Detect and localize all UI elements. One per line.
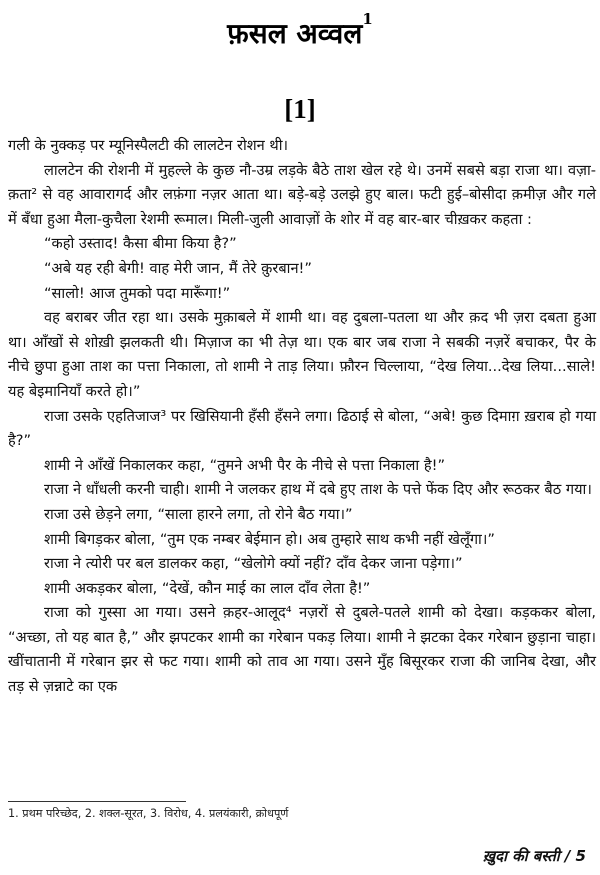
paragraph-1: गली के नुक्कड़ पर म्यूनिस्पैलटी की लालटेन रोशन थी। (8, 137, 289, 154)
footnote-divider (8, 801, 186, 802)
paragraph-10: राजा उसे छेड़ने लगा, “साला हारने लगा, तो रोने बैठ गया।” (44, 505, 353, 523)
paragraph-7: राजा उसके एहतिजाज³ पर खिसियानी हँसी हँसने लगा। ढिठाई से बोला, “अबे! कुछ दिमाग़ ख़राब हो गया है?” (8, 407, 596, 450)
paragraph-11: शामी बिगड़कर बोला, “तुम एक नम्बर बेईमान हो। अब तुम्हारे साथ कभी नहीं खेलूँगा।” (44, 530, 495, 548)
paragraph-8: शामी ने आँखें निकालकर कहा, “तुमने अभी पैर के नीचे से पत्ता निकाला है!” (44, 456, 446, 474)
paragraph-3: “कहो उस्ताद! कैसा बीमा किया है?” (44, 235, 237, 253)
paragraph-13: शामी अकड़कर बोला, “देखें, कौन माई का लाल दाँव लेता है!” (44, 579, 371, 597)
paragraph-2: लालटेन की रोशनी में मुहल्ले के कुछ नौ-उम्र लड़के बैठे ताश खेल रहे थे। उनमें सबसे बड़ा राजा था। वज़ा-क़ता² से वह आवारागर्द और लफ़ंगा नज़र आता था। बड़े-बड़े उलझे हुए बाल। फटी हुई–बोसीदा क़मीज़ और गले में बँधा हुआ मैला-कुचैला रेशमी रूमाल। मिली-जुली आवाज़ों के शोर में वह बार-बार चीख़कर कहता : (8, 161, 596, 228)
paragraph-4: “अबे यह रही बेगी! वाह मेरी जान, मैं तेरे क़ुरबान!” (44, 259, 312, 277)
body-text (8, 134, 596, 700)
paragraph-5: “सालो! आज तुमको पदा मारूँगा!” (44, 284, 231, 302)
section-number: [1] (284, 94, 316, 124)
chapter-title-text: फ़सल अव्वल (227, 17, 363, 50)
chapter-title (0, 10, 600, 52)
paragraph-9: राजा ने धाँधली करनी चाही। शामी ने जलकर हाथ में दबे हुए ताश के पत्ते फेंक दिए और रूठकर बैठ गया। (44, 481, 592, 499)
chapter-footnote-marker: 1 (362, 10, 373, 28)
paragraph-12: राजा ने त्योरी पर बल डालकर कहा, “खेलोगे क्यों नहीं? दाँव देकर जाना पड़ेगा।” (44, 555, 463, 573)
paragraph-14: राजा को गुस्सा आ गया। उसने क़हर-आलूद⁴ नज़रों से दुबले-पतले शामी को देखा। कड़ककर बोला, “अच्छा, तो यह बात है,” और झपटकर शामी का गरेबान पकड़ लिया। शामी ने झटका देकर गरेबान छुड़ाना चाहा। खींचातानी में गरेबान झर से फट गया। शामी को ताव आ गया। उसने मुँह बिसूरकर राजा की जानिब देखा, और तड़ से ज़न्नाटे का एक (8, 604, 596, 696)
footnotes: 1. प्रथम परिच्छेद, 2. शक्ल-सूरत, 3. विरोध, 4. प्रलयंकारी, क्रोधपूर्ण (8, 807, 289, 820)
paragraph-6: वह बराबर जीत रहा था। उसके मुक़ाबले में शामी था। वह दुबला-पतला था और क़द भी ज़रा दबता हुआ था। आँखों से शोख़ी झलकती थी। मिज़ाज का भी तेज़ था। एक बार जब राजा ने सबकी नज़रें बचाकर, पैर के नीचे छुपा हुआ ताश का पत्ता निकाला, तो शामी ने ताड़ लिया। फ़ौरन चिल्लाया, “देख लिया...देख लिया...साले! यह बेइमानियाँ करते हो।” (8, 309, 596, 400)
running-footer: ख़ुदा की बस्ती / 5 (482, 847, 586, 865)
